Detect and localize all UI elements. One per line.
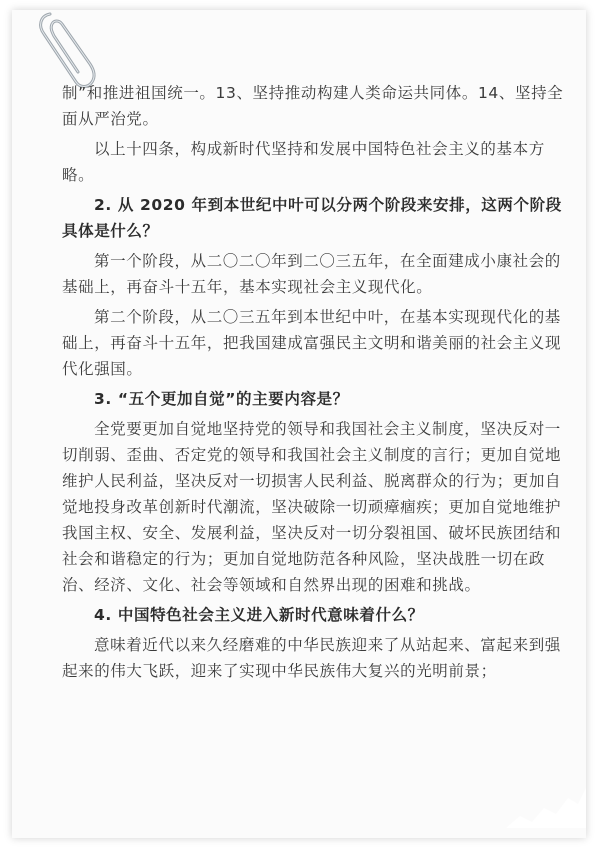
paragraph-3: 第一个阶段，从二〇二〇年到二〇三五年，在全面建成小康社会的基础上，再奋斗十五年，基本实现社会主义现代化。 (62, 252, 561, 296)
document-body (62, 80, 568, 688)
torn-corner-decoration (506, 768, 586, 828)
document-page (12, 10, 586, 838)
question-4: 4. 中国特色社会主义进入新时代意味着什么？ (94, 606, 424, 624)
paragraph-5: 全党要更加自觉地坚持党的领导和我国社会主义制度，坚决反对一切削弱、歪曲、否定党的领导和我国社会主义制度的言行；更加自觉地维护人民利益，坚决反对一切损害人民利益、脱离群众的行为；更加自觉地投身改革创新时代潮流，坚决破除一切顽瘴痼疾；更加自觉地维护我国主权、安全、发展利益，坚决反对一切分裂祖国、破坏民族团结和社会和谐稳定的行为；更加自觉地防范各种风险，坚决战胜一切在政治、经济、文化、社会等领域和自然界出现的困难和挑战。 (62, 420, 562, 594)
question-2: 2. 从 2020 年到本世纪中叶可以分两个阶段来安排，这两个阶段具体是什么？ (62, 196, 562, 240)
paragraph-6: 意味着近代以来久经磨难的中华民族迎来了从站起来、富起来到强起来的伟大飞跃，迎来了实现中华民族伟大复兴的光明前景； (62, 636, 561, 680)
paragraph-2: 以上十四条，构成新时代坚持和发展中国特色社会主义的基本方略。 (62, 140, 545, 184)
question-3: 3. “五个更加自觉”的主要内容是？ (94, 390, 349, 408)
paragraph-1: 制”和推进祖国统一。13、坚持推动构建人类命运共同体。14、坚持全面从严治党。 (62, 84, 564, 128)
paragraph-4: 第二个阶段，从二〇三五年到本世纪中叶，在基本实现现代化的基础上，再奋斗十五年，把我国建成富强民主文明和谐美丽的社会主义现代化强国。 (62, 308, 562, 378)
